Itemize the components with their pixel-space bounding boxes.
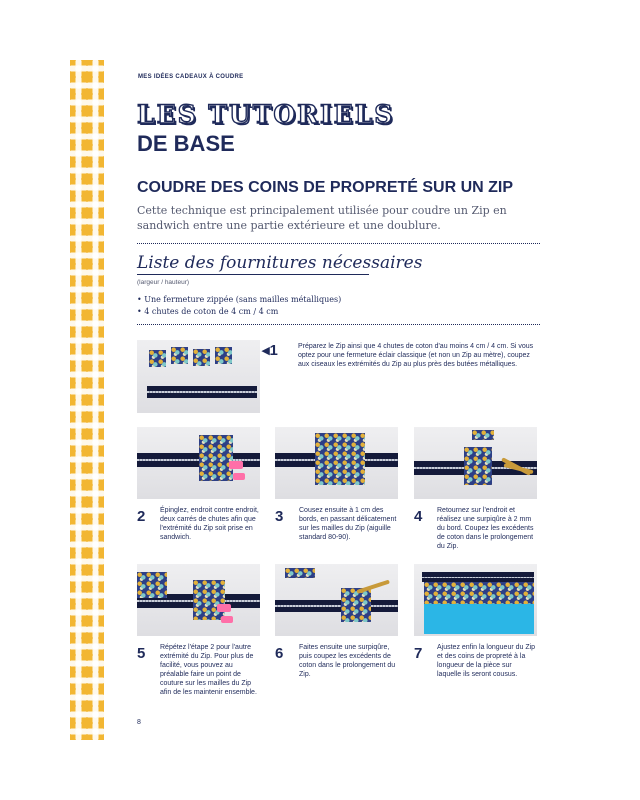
step-4-photo — [414, 427, 537, 499]
step-6-photo — [275, 564, 398, 636]
supplies-heading: Liste des fournitures nécessaires — [137, 253, 423, 273]
step-5-text: Répétez l'étape 2 pour l'autre extrémité du Zip. Pour plus de facilité, vous pouvez au préalable faire un point de couture sur les mailles du Zip afin de les maintenir ensemble. — [160, 644, 257, 696]
step-2-number: 2 — [137, 508, 146, 525]
step-6-text: Faites ensuite une surpiqûre, puis coupez les excédents de coton dans le prolongement du Zip. — [299, 644, 396, 678]
running-header: MES IDÉES CADEAUX À COUDRE — [138, 74, 244, 80]
step-1-number: ◂1 — [262, 342, 278, 359]
step-3-text: Cousez ensuite à 1 cm des bords, en passant délicatement sur les mailles du Zip (aiguille standard 80-90). — [299, 507, 397, 541]
step-1-text: Préparez le Zip ainsi que 4 chutes de coton d'au moins 4 cm / 4 cm. Si vous optez pour une fermeture éclair classique (et non un Zip au mètre), coupez aux ciseaux les extrémités du Zip au plus près des butées métalliques. — [298, 343, 534, 368]
intro-paragraph: Cette technique est principalement utilisée pour coudre un Zip en sandwich entre une partie extérieure et une doublure. — [137, 204, 507, 232]
supply-item: • 4 chutes de coton de 4 cm / 4 cm — [137, 306, 279, 316]
step-5-number: 5 — [137, 645, 146, 662]
page-title-line2: DE BASE — [137, 131, 235, 156]
decorative-floral-band — [70, 60, 104, 740]
step-4-text: Retournez sur l'endroit et réalisez une surpiqûre à 2 mm du bord. Coupez les excédents de coton dans le prolongement du Zip. — [437, 507, 534, 550]
page-title-line1: LES TUTORIELS — [137, 100, 395, 129]
step-6-number: 6 — [275, 645, 284, 662]
supplies-subtitle: (largeur / hauteur) — [137, 279, 190, 286]
step-4-number: 4 — [414, 508, 423, 525]
step-2-text: Épinglez, endroit contre endroit, deux carrés de chutes afin que l'extrémité du Zip soit prise en sandwich. — [160, 507, 259, 541]
step-3-photo — [275, 427, 398, 499]
step-1-photo — [137, 340, 260, 413]
step-7-photo — [414, 564, 537, 636]
supply-item: • Une fermeture zippée (sans mailles métalliques) — [137, 295, 342, 304]
step-7-text: Ajustez enfin la longueur du Zip et des coins de propreté à la longueur de la pièce sur laquelle ils seront cousus. — [437, 644, 536, 678]
page-number: 8 — [137, 719, 141, 726]
step-5-photo — [137, 564, 260, 636]
step-2-photo — [137, 427, 260, 499]
step-3-number: 3 — [275, 508, 284, 525]
dotted-divider — [137, 324, 540, 325]
supplies-list — [137, 294, 341, 317]
step-7-number: 7 — [414, 645, 423, 662]
dotted-divider — [137, 243, 540, 244]
supplies-heading-underline — [137, 274, 369, 275]
section-title: COUDRE DES COINS DE PROPRETÉ SUR UN ZIP — [137, 179, 514, 196]
